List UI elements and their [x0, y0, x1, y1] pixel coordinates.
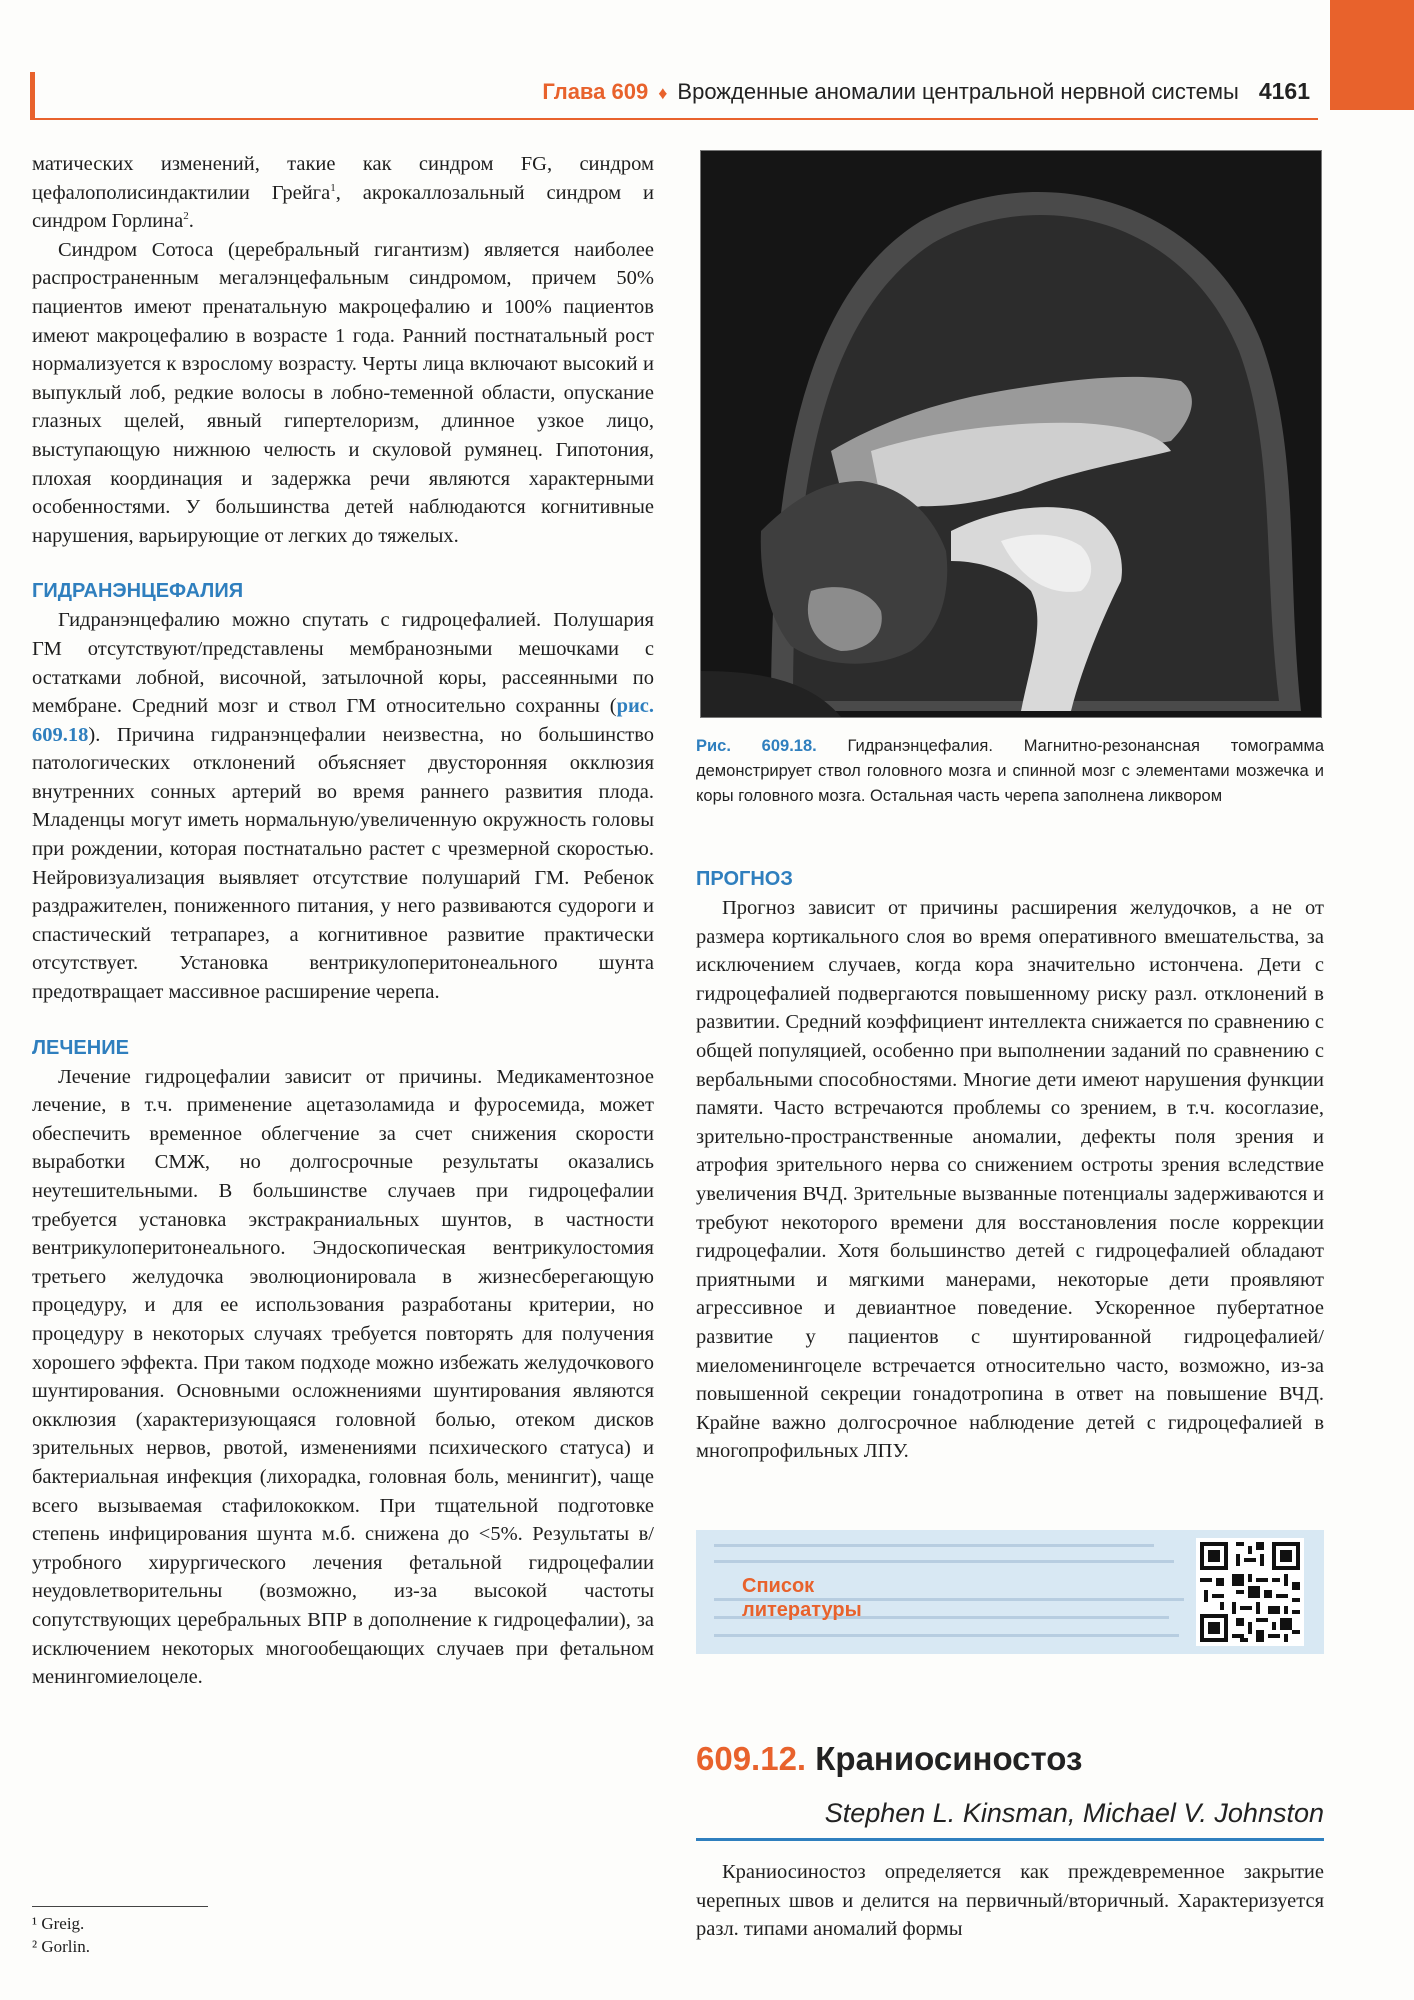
diamond-separator-icon: ♦ [658, 83, 668, 103]
mri-figure-image [700, 150, 1322, 718]
section-heading-treatment: ЛЕЧЕНИЕ [32, 1036, 129, 1059]
corner-tab [1330, 0, 1414, 110]
references-label: Список литературы [742, 1575, 862, 1621]
figure-caption: Рис. 609.18. Гидранэнцефалия. Магнитно-резонансная томограмма демонстрирует ствол головного мозга и спинной мозг с элементами мозжечка и коры головного мозга. Остальная часть черепа заполнена ликвором [696, 737, 1325, 805]
footnote: ¹ Greig. [32, 1914, 85, 1933]
qr-code-icon[interactable] [1196, 1538, 1304, 1646]
section-title [696, 1740, 1082, 1778]
craniosynostosis-paragraph: Краниосиностоз определяется как преждевременное закрытие черепных швов и делится на первичный/вторичный. Характеризуется разл. типами аномалий формы [696, 1861, 1324, 1941]
footnote-rule [32, 1906, 208, 1907]
hydranencephaly-paragraph: Гидранэнцефалию можно спутать с гидроцефалией. Полушария ГМ отсутствуют/представлены мембранозными мешочками с остатками лобной, височной, затылочной коры, рассеянными по мембране. Средний мозг и ствол ГМ относительно сохранны (рис. 609.18). Причина гидранэнцефалии неизвестна, но большинство патологических отклонений объясняет двусторонняя окклюзия внутренних сонных артерий во время раннего развития плода. Младенцы могут иметь нормальную/увеличенную окружность головы при рождении, которая постнатально растет с чрезмерной скоростью. Нейровизуализация выявляет отсутствие полушарий ГМ. Ребенок раздражителен, пониженного питания, у него развиваются судороги и спастический тетрапарез, а когнитивное развитие практически отсутствует. Установка вентрикулоперитонеального шунта предотвращает массивное расширение черепа. [32, 609, 654, 1004]
section-number: 609.12. [696, 1740, 807, 1777]
figure-reference-link[interactable]: рис. 609.18 [32, 695, 654, 746]
refbox-stripe [714, 1634, 1179, 1637]
header-left-bar [30, 72, 35, 120]
section-heading-hydranencephaly: ГИДРАНЭНЦЕФАЛИЯ [32, 580, 244, 603]
left-column [32, 150, 654, 1692]
intro-paragraph-2: Синдром Сотоса (церебральный гигантизм) является наиболее распространенным мегалэнцефальным синдромом, причем 50% пациентов имеют пренатальную макроцефалию и 100% пациентов имеют макроцефалию в возрасте 1 года. Ранний постнатальный рост нормализуется к взрослому возрасту. Черты лица включают высокий и выпуклый лоб, редкие волосы в лобно-теменной области, опускание глазных щелей, явный гипертелоризм, длинное узкое лицо, выступающую нижнюю челюсть и скуловой румянец. Гипотония, плохая координация и задержка речи являются характерными особенностями. У большинства детей наблюдаются когнитивные нарушения, варьирующие от легких до тяжелых. [32, 238, 654, 547]
chapter-label: Глава 609 [542, 79, 649, 104]
figure-label: Рис. 609.18. [696, 737, 817, 755]
refbox-stripe [714, 1560, 1174, 1563]
section-authors: Stephen L. Kinsman, Michael V. Johnston [824, 1798, 1324, 1828]
prognosis-paragraph: Прогноз зависит от причины расширения желудочков, а не от размера кортикального слоя во время оперативного вмешательства, за исключением случаев, когда кора значительно истончена. Дети с гидроцефалией подвергаются повышенному риску разл. отклонений в развитии. Средний коэффициент интеллекта снижается по сравнению с общей популяцией, особенно при выполнении заданий по сравнению с вербальными способностями. Многие дети имеют нарушения функции памяти. Часто встречаются проблемы со зрением, в т.ч. косоглазие, зрительно-пространственные аномалии, дефекты поля зрения и атрофия зрительного нерва со снижением остроты зрения вследствие увеличения ВЧД. Зрительные вызванные потенциалы задерживаются и требуют некоторого времени для восстановления после коррекции гидроцефалии. Хотя большинство детей с гидроцефалией обладают приятными и мягкими манерами, некоторые дети проявляют агрессивное и девиантное поведение. Ускоренное пубертатное развитие у пациентов с шунтированной гидроцефалией/миеломенингоцеле встречается относительно часто, возможно, из-за повышенной секреции гонадотропина в ответ на повышение ВЧД. Крайне важно долгосрочное наблюдение детей с гидроцефалией в многопрофильных ЛПУ. [696, 897, 1324, 1463]
section-name: Краниосиностоз [815, 1740, 1083, 1777]
page-number: 4161 [1258, 78, 1310, 104]
running-header [542, 78, 1310, 105]
section-rule [696, 1838, 1324, 1841]
footnotes [32, 1912, 90, 1958]
section-heading-prognosis: ПРОГНОЗ [696, 868, 793, 890]
footnote: ² Gorlin. [32, 1937, 90, 1956]
chapter-title: Врожденные аномалии центральной нервной системы [677, 79, 1239, 104]
header-rule [30, 118, 1318, 120]
refbox-stripe [714, 1544, 1154, 1547]
intro-paragraph-1: матических изменений, такие как синдром FG, синдром цефалополисиндактилии Грейга$^1$, акрокаллозальный синдром и синдром Горлина$^2$. [32, 153, 654, 233]
treatment-paragraph: Лечение гидроцефалии зависит от причины. Медикаментозное лечение, в т.ч. применение ацетазоламида и фуросемида, может обеспечить временное облегчение за счет снижения скорости выработки СМЖ, но долгосрочные результаты оказались неутешительными. В большинстве случаев при гидроцефалии требуется установка экстракраниальных шунтов, в частности вентрикулоперитонеального. Эндоскопическая вентрикулостомия третьего желудочка эволюционировала в жизнесберегающую процедуру, и для ее использования разработаны критерии, но процедуру в некоторых случаях требуется повторять для получения хорошего эффекта. При таком подходе можно избежать желудочкового шунтирования. Основными осложнениями шунтирования являются окклюзия (характеризующаяся головной болью, отеком дисков зрительных нервов, рвотой, изменениями психического статуса) и бактериальная инфекция (лихорадка, головная боль, менингит), чаще всего вызываемая стафилококком. При тщательной подготовке степень инфицирования шунта м.б. снижена до <5%. Результаты в/утробного хирургического лечения фетальной гидроцефалии неудовлетворительны (возможно, из-за высокой частоты сопутствующих церебральных ВПР в дополнение к гидроцефалии), за исключением некоторых многообещающих случаев при фетальном менингомиелоцеле. [32, 1065, 654, 1689]
references-box[interactable] [696, 1530, 1324, 1654]
right-column [696, 864, 1324, 1466]
craniosynostosis-column [696, 1858, 1324, 1944]
